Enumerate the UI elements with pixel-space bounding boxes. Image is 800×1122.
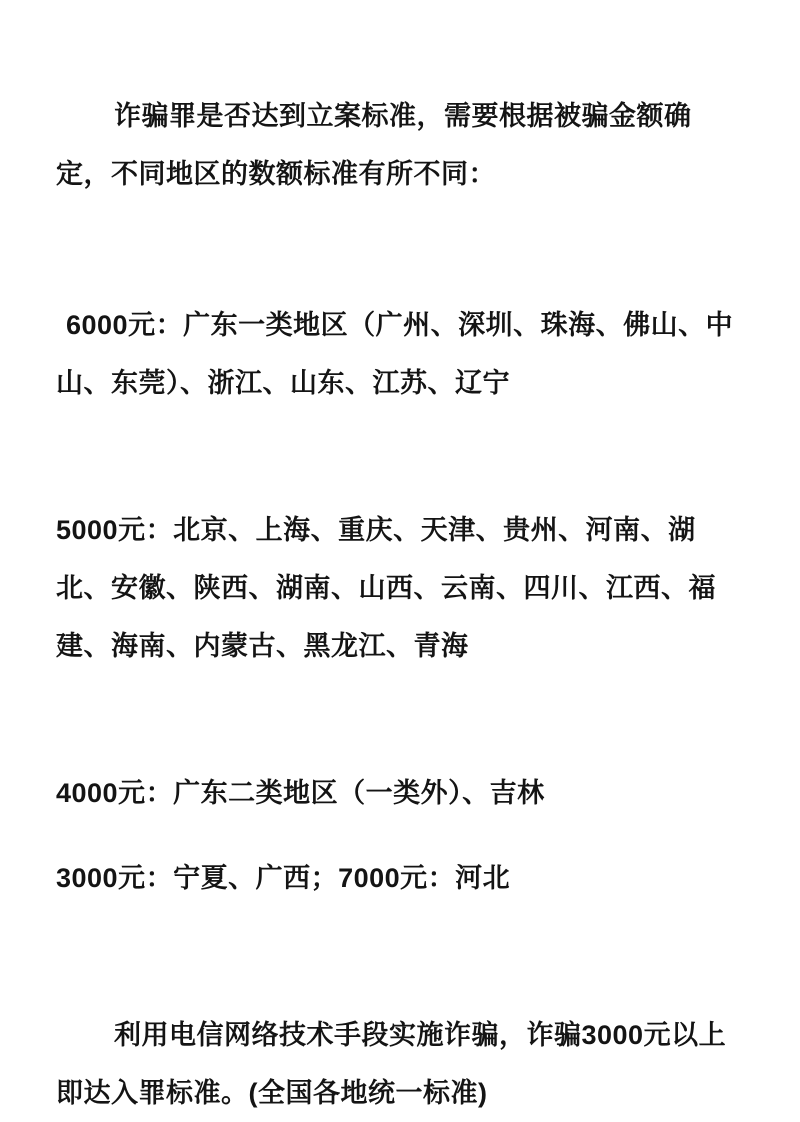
threshold-regions-6000: 广东一类地区（广州、深圳、珠海、佛山、中山、东莞）、浙江、山东、江苏、辽宁 bbox=[56, 310, 734, 398]
intro-paragraph: 诈骗罪是否达到立案标准，需要根据被骗金额确定，不同地区的数额标准有所不同： bbox=[56, 101, 692, 189]
threshold-paragraph-6000 bbox=[56, 296, 744, 412]
threshold-amount-6000: 6000元： bbox=[66, 310, 184, 340]
threshold-paragraph-5000 bbox=[56, 501, 744, 675]
footer-paragraph: 利用电信网络技术手段实施诈骗，诈骗3000元以上即达入罪标准。(全国各地统一标准) bbox=[56, 1020, 727, 1108]
threshold-paragraph-3000 bbox=[56, 849, 744, 907]
threshold-paragraph-4000 bbox=[56, 764, 744, 822]
threshold-regions-3000: 宁夏、广西；7000元：河北 bbox=[173, 863, 511, 893]
threshold-amount-3000: 3000元： bbox=[56, 863, 174, 893]
threshold-regions-4000: 广东二类地区（一类外）、吉林 bbox=[173, 778, 545, 808]
threshold-amount-5000: 5000元： bbox=[56, 515, 174, 545]
threshold-regions-5000: 北京、上海、重庆、天津、贵州、河南、湖北、安徽、陕西、湖南、山西、云南、四川、江西、福建、海南、内蒙古、黑龙江、青海 bbox=[56, 515, 716, 661]
threshold-amount-4000: 4000元： bbox=[56, 778, 174, 808]
